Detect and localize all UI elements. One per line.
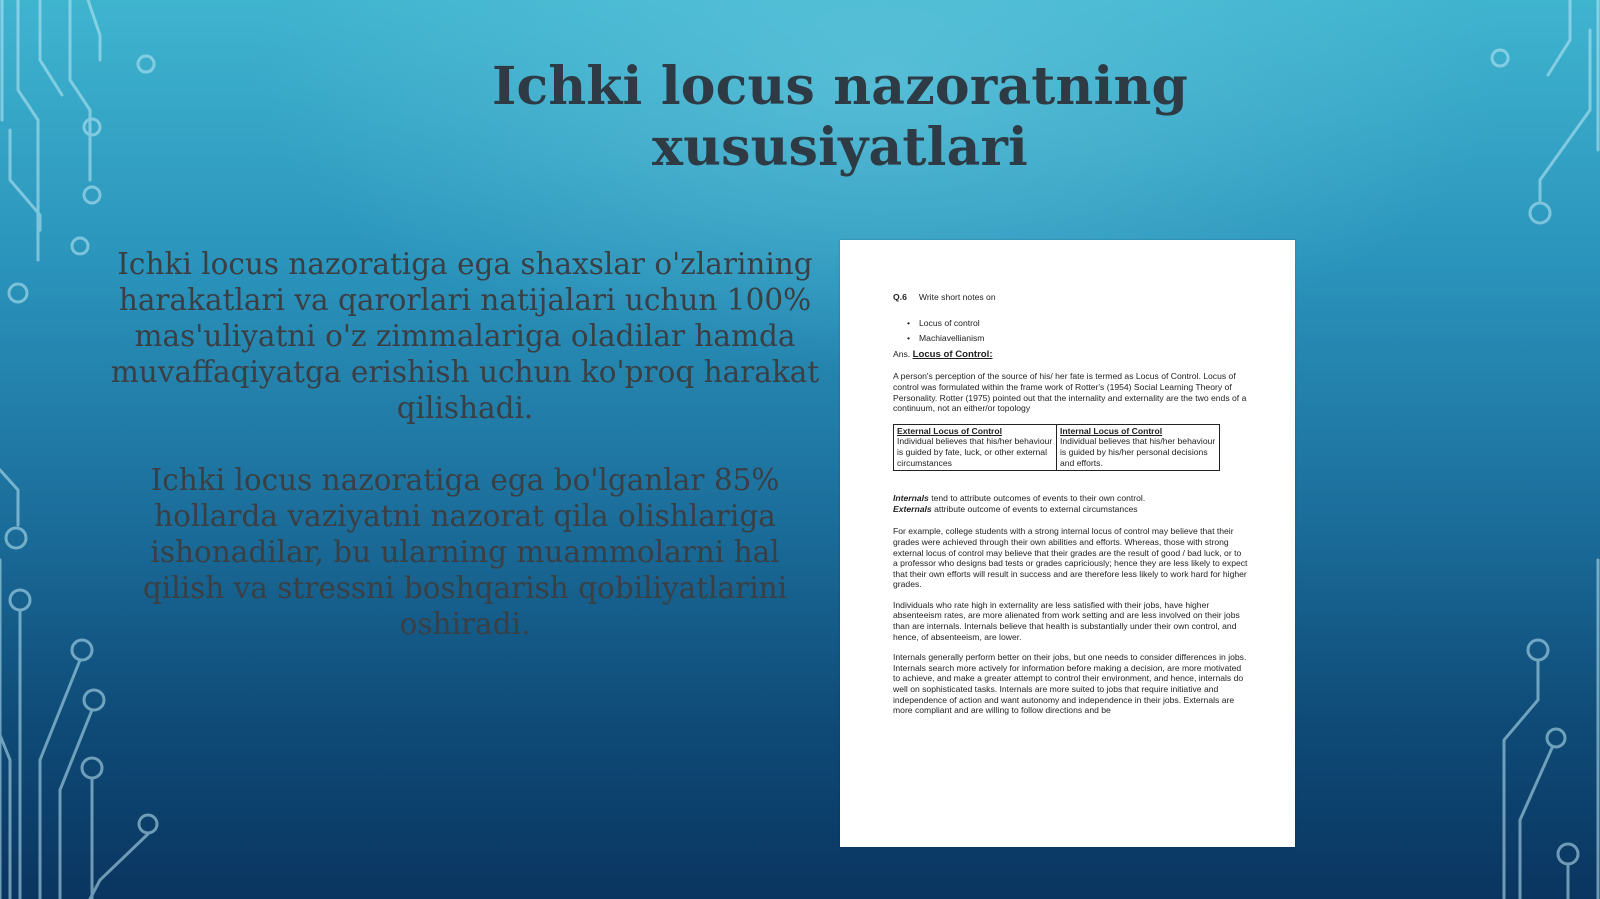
internal-cell bbox=[1057, 424, 1220, 470]
question-row bbox=[893, 292, 1248, 303]
slide-paragraph-2: Ichki locus nazoratiga ega bo'lganlar 85% hollarda vaziyatni nazorat qila olishlariga ishonadilar, bu ularning muammolarni hal qilish va stressni boshqarish qobiliyatlarini oshiradi. bbox=[142, 463, 788, 641]
externality-paragraph: Individuals who rate high in externality are less satisfied with their jobs, have higher absenteeism rates, are more alienated from work setting and are less involved on their jobs than are internals. Internals believe that health is substantially under their own control, and hence, of absenteeism, are lower. bbox=[893, 599, 1240, 642]
document-content bbox=[893, 292, 1248, 726]
example-paragraph: For example, college students with a strong internal locus of control may believe that their grades were achieved through their own abilities and efforts. Whereas, those with strong external locus of control may believe that their grades are the result of good / bad luck, or to a professor who designs bad tests or grades capriciously; hence they are less likely to expect that their own efforts will result in success and are therefore less likely to work hard for higher grades. bbox=[893, 526, 1248, 590]
intro-paragraph: A person's perception of the source of his/ her fate is termed as Locus of Control. Locus of control was formulated within the frame work of Rotter's (1954) Social Learning Theory of Personality. Rotter (1975) pointed out that the internality and externality are the two ends of a continuum, not an either/or topology bbox=[893, 371, 1247, 414]
performance-paragraph: Internals generally perform better on their jobs, but one needs to consider differences in jobs. Internals search more actively for information before making a decision, are more motivated to achieve, and make a greater attempt to control their environment, and hence, internals do well on sophisticated tasks. Internals are more suited to jobs that require initiative and independence of action and want autonomy and independence in their jobs. Externals are more compliant and are willing to follow directions and be bbox=[893, 652, 1247, 716]
internals-term: Internals bbox=[893, 493, 929, 504]
answer-row bbox=[893, 349, 1248, 361]
externals-def: attribute outcome of events to external circumstances bbox=[934, 503, 1138, 514]
internals-def: tend to attribute outcomes of events to their own control. bbox=[931, 493, 1146, 504]
internal-text: Individual believes that his/her behaviour is guided by his/her personal decisions and efforts. bbox=[1060, 436, 1216, 468]
question-number: Q.6 bbox=[893, 292, 907, 302]
document-image bbox=[840, 240, 1295, 847]
question-bullets bbox=[907, 318, 1248, 344]
slide-paragraph-1: Ichki locus nazoratiga ega shaxslar o'zlarining harakatlari va qarorlari natijalari uchun 100% mas'uliyatni o'z zimmalariga oladilar hamda muvaffaqiyatga erishish uchun ko'proq harakat qilishadi. bbox=[110, 247, 820, 425]
bullet-item: • Machiavellianism bbox=[907, 333, 1248, 344]
external-text: Individual believes that his/her behaviour is guided by fate, luck, or other external circumstances bbox=[897, 436, 1053, 468]
locus-table bbox=[893, 424, 1220, 471]
question-text: Write short notes on bbox=[918, 292, 996, 302]
internals-definition bbox=[893, 493, 1248, 504]
external-heading: External Locus of Control bbox=[897, 425, 1003, 436]
answer-heading: Locus of Control: bbox=[912, 348, 993, 360]
bullet-item: • Locus of control bbox=[907, 318, 1248, 329]
definitions bbox=[893, 493, 1248, 514]
internal-heading: Internal Locus of Control bbox=[1060, 425, 1163, 436]
external-cell bbox=[894, 424, 1057, 470]
slide-title: Ichki locus nazoratning xususiyatlari bbox=[491, 56, 1189, 178]
externals-definition bbox=[893, 504, 1248, 515]
externals-term: Externals bbox=[893, 503, 932, 514]
answer-prefix: Ans. bbox=[893, 348, 911, 359]
